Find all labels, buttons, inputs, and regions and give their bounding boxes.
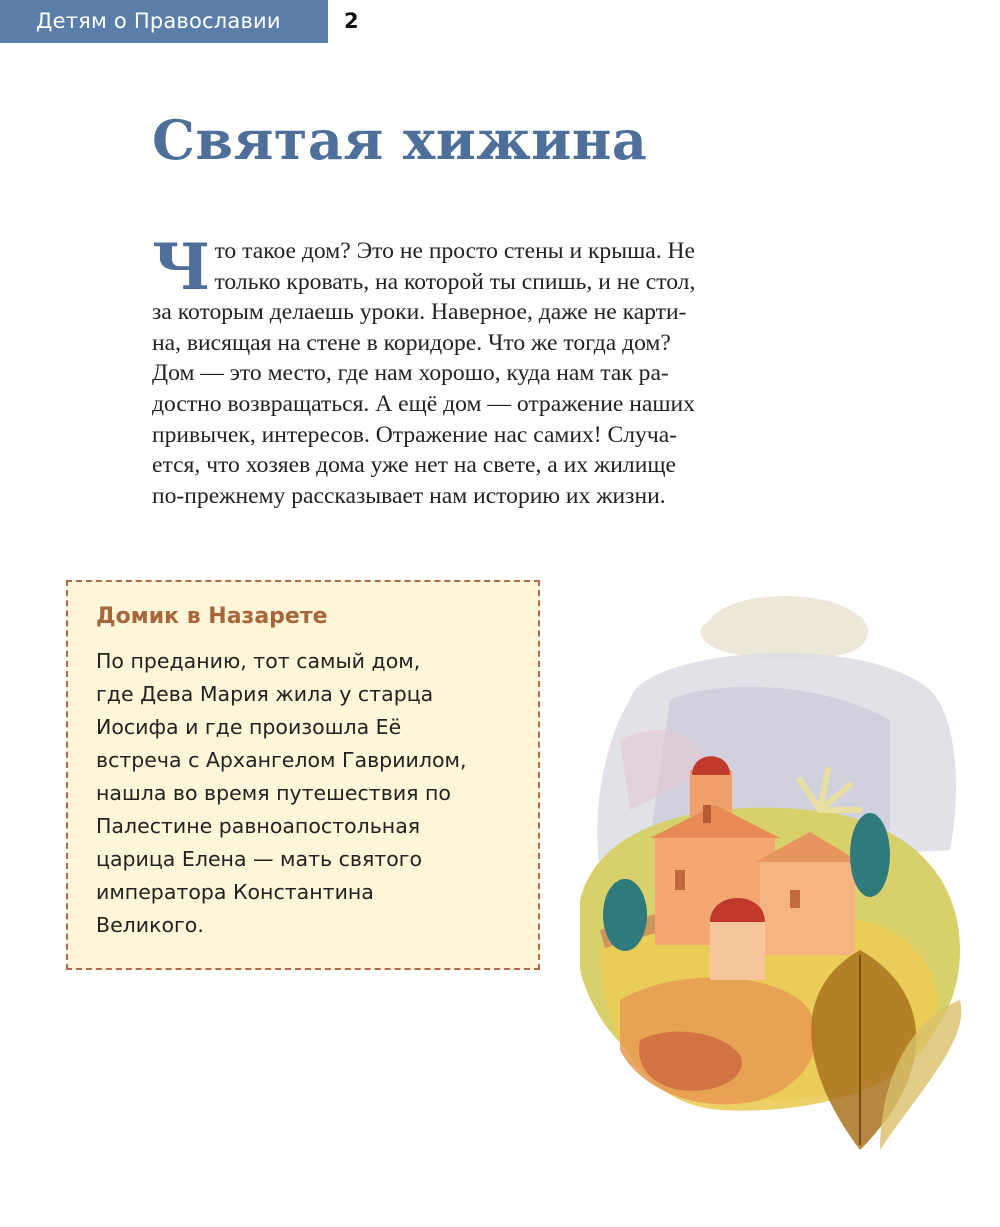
sidebar-text bbox=[96, 645, 516, 942]
window bbox=[790, 890, 800, 908]
sidebar-line: императора Константина bbox=[96, 880, 374, 904]
body-line: то такое дом? Это не просто стены и крыша. Не bbox=[214, 238, 696, 264]
body-line: только кровать, на которой ты спишь, и не стол, bbox=[214, 268, 696, 295]
window bbox=[675, 870, 685, 890]
sidebar-line: где Дева Мария жила у старца bbox=[96, 682, 434, 706]
article-title: Святая хижина bbox=[152, 108, 648, 172]
window bbox=[703, 805, 711, 823]
article-body bbox=[152, 230, 872, 511]
section-header-tab bbox=[0, 0, 328, 43]
house-small bbox=[710, 920, 765, 980]
body-line: Дом — это место, где нам хорошо, куда нам так ра- bbox=[152, 360, 669, 387]
sidebar-line: Иосифа и где произошла Её bbox=[96, 715, 402, 739]
sidebar-line: встреча с Архангелом Гавриилом, bbox=[96, 748, 467, 772]
body-line: на, висящая на стене в коридоре. Что же тогда дом? bbox=[152, 329, 671, 356]
section-title: Детям о Православии bbox=[36, 9, 281, 33]
body-line: достно возвращаться. А ещё дом — отражение наших bbox=[152, 390, 695, 417]
nazareth-house-illustration bbox=[560, 570, 980, 1150]
page-number: 2 bbox=[344, 9, 359, 33]
drop-cap: Ч bbox=[152, 230, 211, 305]
body-line: ется, что хозяев дома уже нет на свете, а их жилище bbox=[152, 452, 676, 479]
cloud-shape bbox=[701, 596, 869, 659]
sidebar-title: Домик в Назарете bbox=[96, 604, 328, 629]
sidebar-line: По преданию, тот самый дом, bbox=[96, 649, 421, 673]
body-line: по-прежнему рассказывает нам историю их жизни. bbox=[152, 482, 666, 509]
sidebar-line: нашла во время путешествия по bbox=[96, 781, 451, 805]
body-line: за которым делаешь уроки. Наверное, даже не карти- bbox=[152, 299, 687, 326]
house-right bbox=[760, 860, 855, 955]
cypress-tree bbox=[603, 879, 647, 951]
sidebar-line: Великого. bbox=[96, 913, 204, 937]
sidebar-line: Палестине равноапостольная bbox=[96, 814, 421, 838]
body-line: привычек, интересов. Отражение нас самих! Случа- bbox=[152, 421, 678, 448]
sidebar-line: царица Елена — мать святого bbox=[96, 847, 423, 871]
sidebar-box bbox=[66, 580, 540, 970]
cypress-tree bbox=[850, 813, 890, 897]
